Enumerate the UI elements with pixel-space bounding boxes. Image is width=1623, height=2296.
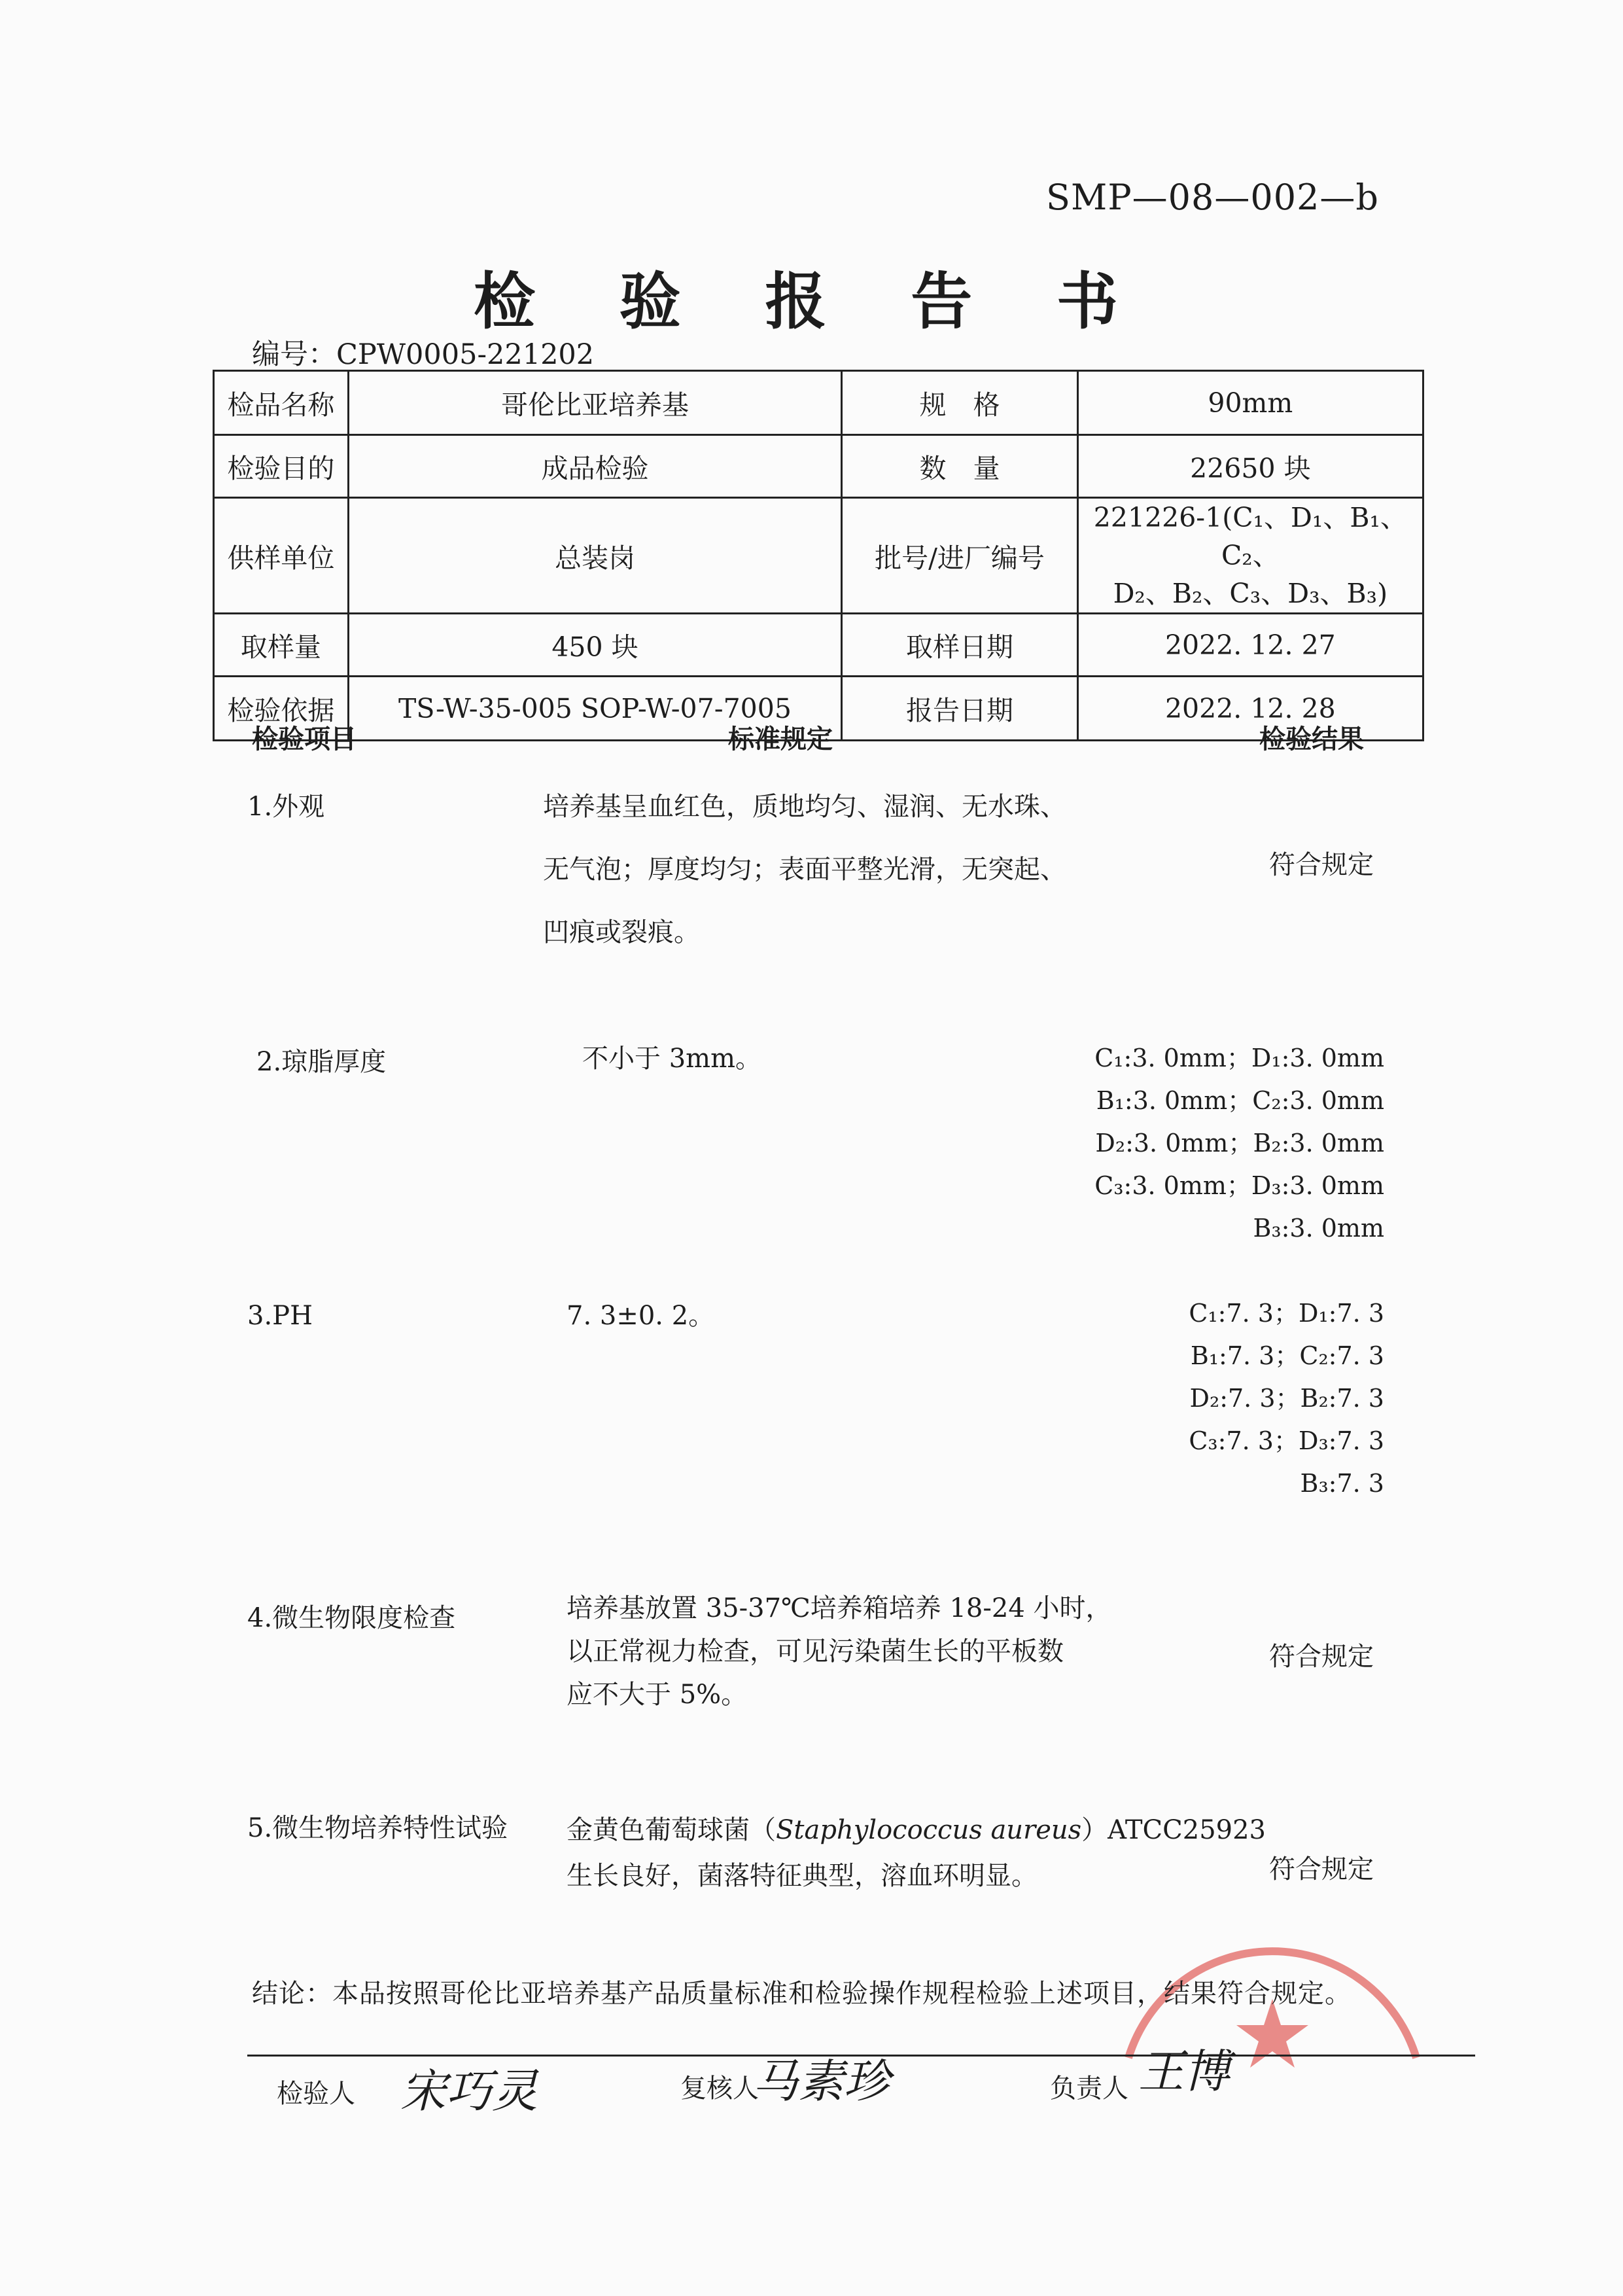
section-2-name: 2.琼脂厚度 — [256, 1047, 387, 1077]
species-name: Staphylococcus aureus — [776, 1815, 1082, 1845]
batch-value-line: 221226-1(C₁、D₁、B₁、C₂、 — [1093, 502, 1407, 571]
result-line: C₁:3. 0mm；D₁:3. 0mm — [1094, 1044, 1384, 1072]
basis-value: TS-W-35-005 SOP-W-07-7005 — [348, 677, 842, 741]
sample-date-value: 2022. 12. 27 — [1077, 614, 1423, 677]
info-table — [213, 370, 1424, 741]
result-line: B₃:7. 3 — [1300, 1469, 1384, 1498]
table-row — [214, 498, 1423, 614]
standard-line: 生长良好，菌落特征典型，溶血环明显。 — [567, 1861, 1038, 1891]
section-2-results — [1094, 1037, 1384, 1250]
batch-value-line: D₂、B₂、C₃、D₃、B₃) — [1113, 578, 1388, 609]
inspector-signature: 宋巧灵 — [400, 2064, 538, 2118]
section-1-standard — [543, 775, 1066, 964]
section-2-standard: 不小于 3mm。 — [582, 1044, 762, 1074]
purpose-value: 成品检验 — [348, 435, 842, 498]
section-4-name: 4.微生物限度检查 — [247, 1603, 456, 1633]
report-serial: 编号：CPW0005-221202 — [252, 338, 595, 371]
spec-label: 规 格 — [842, 371, 1077, 435]
report-date-value: 2022. 12. 28 — [1077, 677, 1423, 741]
header-result: 检验结果 — [1259, 724, 1364, 754]
header-standard: 标准规定 — [728, 724, 833, 754]
supplier-value: 总装岗 — [348, 498, 842, 614]
conclusion: 结论：本品按照哥伦比亚培养基产品质量标准和检验操作规程检验上述项目，结果符合规定。 — [252, 1979, 1352, 2009]
result-line: C₃:3. 0mm；D₃:3. 0mm — [1094, 1171, 1384, 1200]
batch-value — [1077, 498, 1423, 614]
sample-qty-value: 450 块 — [348, 614, 842, 677]
standard-line — [567, 1807, 1266, 1853]
section-3-results — [1189, 1292, 1384, 1505]
inspector-label: 检验人 — [277, 2079, 355, 2109]
table-row — [214, 614, 1423, 677]
report-date-label: 报告日期 — [842, 677, 1077, 741]
standard-line: 培养基呈血红色，质地均匀、湿润、无水珠、 — [543, 792, 1066, 822]
section-4-standard — [567, 1587, 1112, 1716]
section-1-name: 1.外观 — [247, 792, 325, 822]
table-row — [214, 371, 1423, 435]
result-line: C₁:7. 3；D₁:7. 3 — [1189, 1299, 1384, 1328]
reviewer-label: 复核人 — [680, 2074, 759, 2104]
standard-line: 应不大于 5%。 — [567, 1680, 748, 1710]
name-label: 检品名称 — [214, 371, 349, 435]
header-item: 检验项目 — [252, 724, 357, 754]
page-title: 检 验 报 告 书 — [474, 266, 1149, 338]
section-3-name: 3.PH — [247, 1301, 313, 1331]
batch-label: 批号/进厂编号 — [842, 498, 1077, 614]
result-line: C₃:7. 3；D₃:7. 3 — [1189, 1426, 1384, 1455]
section-3-standard: 7. 3±0. 2。 — [567, 1301, 715, 1331]
sample-qty-label: 取样量 — [214, 614, 349, 677]
section-4-result: 符合规定 — [1269, 1642, 1374, 1672]
reviewer-signature: 马素珍 — [752, 2055, 890, 2108]
organism-prefix: 金黄色葡萄球菌（ — [567, 1815, 776, 1845]
section-5-result: 符合规定 — [1269, 1854, 1374, 1884]
sample-date-label: 取样日期 — [842, 614, 1077, 677]
manager-label: 负责人 — [1050, 2074, 1128, 2104]
standard-line: 凹痕或裂痕。 — [543, 917, 700, 947]
section-5-name: 5.微生物培养特性试验 — [247, 1813, 508, 1843]
result-line: D₂:7. 3；B₂:7. 3 — [1189, 1384, 1384, 1413]
standard-line: 培养基放置 35-37℃培养箱培养 18-24 小时， — [567, 1593, 1112, 1623]
document-code: SMP—08—002—b — [1046, 177, 1379, 218]
name-value: 哥伦比亚培养基 — [348, 371, 842, 435]
standard-line: 以正常视力检查，可见污染菌生长的平板数 — [567, 1636, 1064, 1667]
manager-signature: 王博 — [1138, 2045, 1230, 2098]
spec-value: 90mm — [1077, 371, 1423, 435]
purpose-label: 检验目的 — [214, 435, 349, 498]
basis-label: 检验依据 — [214, 677, 349, 741]
quantity-value: 22650 块 — [1077, 435, 1423, 498]
result-line: B₁:3. 0mm；C₂:3. 0mm — [1096, 1086, 1384, 1115]
section-1-result: 符合规定 — [1269, 850, 1374, 880]
organism-suffix: ）ATCC25923 — [1081, 1815, 1266, 1845]
standard-line: 无气泡；厚度均匀；表面平整光滑，无突起、 — [543, 855, 1066, 885]
result-line: B₃:3. 0mm — [1253, 1214, 1384, 1243]
result-line: D₂:3. 0mm；B₂:3. 0mm — [1095, 1129, 1384, 1157]
quantity-label: 数 量 — [842, 435, 1077, 498]
supplier-label: 供样单位 — [214, 498, 349, 614]
table-row — [214, 435, 1423, 498]
result-line: B₁:7. 3；C₂:7. 3 — [1190, 1341, 1384, 1370]
